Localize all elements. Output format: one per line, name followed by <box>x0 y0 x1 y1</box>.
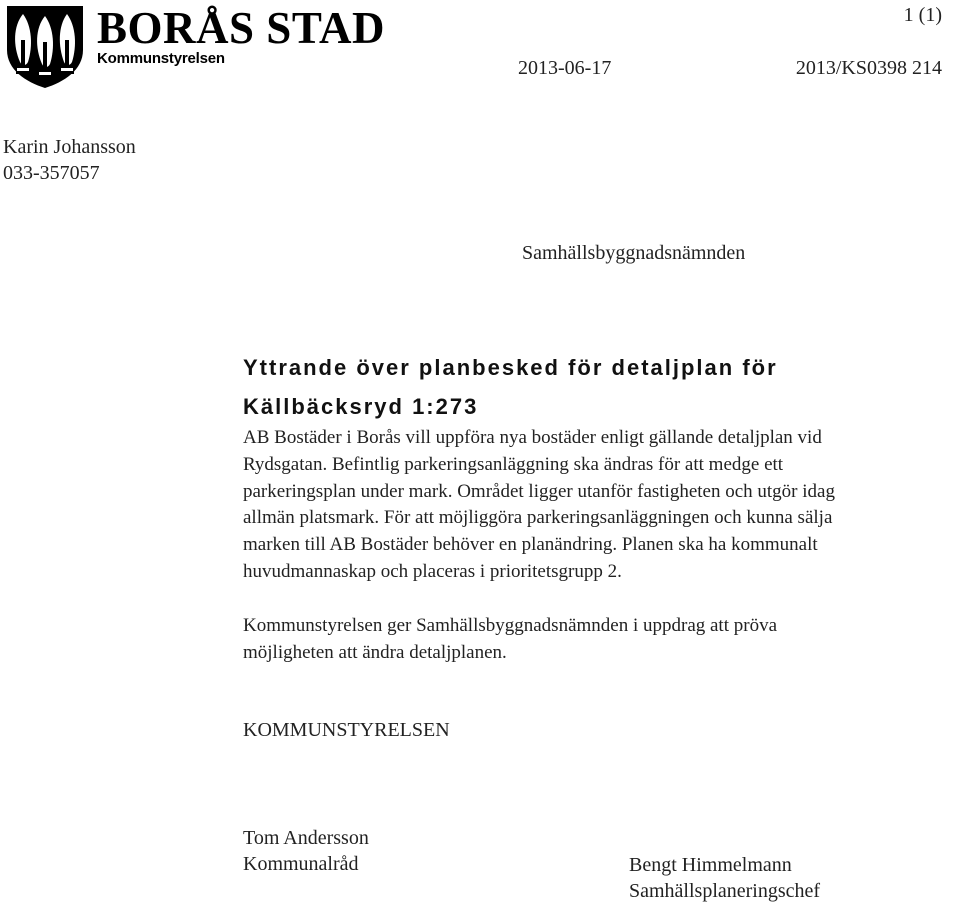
contact-phone: 033-357057 <box>3 162 100 184</box>
contact-name: Karin Johansson <box>3 136 136 158</box>
document-title-line-2: Källbäcksryd 1:273 <box>243 394 479 419</box>
signer-2-name: Bengt Himmelmann <box>629 854 792 876</box>
signer-2-role: Samhällsplaneringschef <box>629 880 821 902</box>
recipient: Samhällsbyggnadsnämnden <box>522 242 746 264</box>
document-title-line-1: Yttrande över planbesked för detaljplan för <box>243 355 778 380</box>
coat-of-arms-icon <box>4 4 86 90</box>
paragraph-1-line: huvudmannaskap och placeras i prioritetsgrupp 2. <box>243 561 622 582</box>
logo-subtitle: Kommunstyrelsen <box>97 50 225 67</box>
paragraph-2-line: Kommunstyrelsen ger Samhällsbyggnadsnämnden i uppdrag att pröva <box>243 615 778 636</box>
paragraph-2-line: möjligheten att ändra detaljplanen. <box>243 642 507 663</box>
document-date: 2013-06-17 <box>518 57 612 79</box>
paragraph-1-line: marken till AB Bostäder behöver en planändring. Planen ska ha kommunalt <box>243 534 818 555</box>
paragraph-1-line: AB Bostäder i Borås vill uppföra nya bostäder enligt gällande detaljplan vid <box>243 427 822 448</box>
logo-wordmark: BORÅS STAD <box>97 3 385 53</box>
paragraph-1-line: Rydsgatan. Befintlig parkeringsanläggning ska ändras för att medge ett <box>243 454 784 475</box>
document-reference: 2013/KS0398 214 <box>795 57 942 79</box>
signer-1-role: Kommunalråd <box>243 853 359 875</box>
paragraph-1-line: allmän platsmark. För att möjliggöra parkeringsanläggningen och kunna sälja <box>243 507 833 528</box>
page-number: 1 (1) <box>903 4 942 26</box>
signer-1-name: Tom Andersson <box>243 827 369 849</box>
paragraph-1-line: parkeringsplan under mark. Området ligger utanför fastigheten och utgör idag <box>243 481 835 502</box>
signature-organization: KOMMUNSTYRELSEN <box>243 719 450 741</box>
